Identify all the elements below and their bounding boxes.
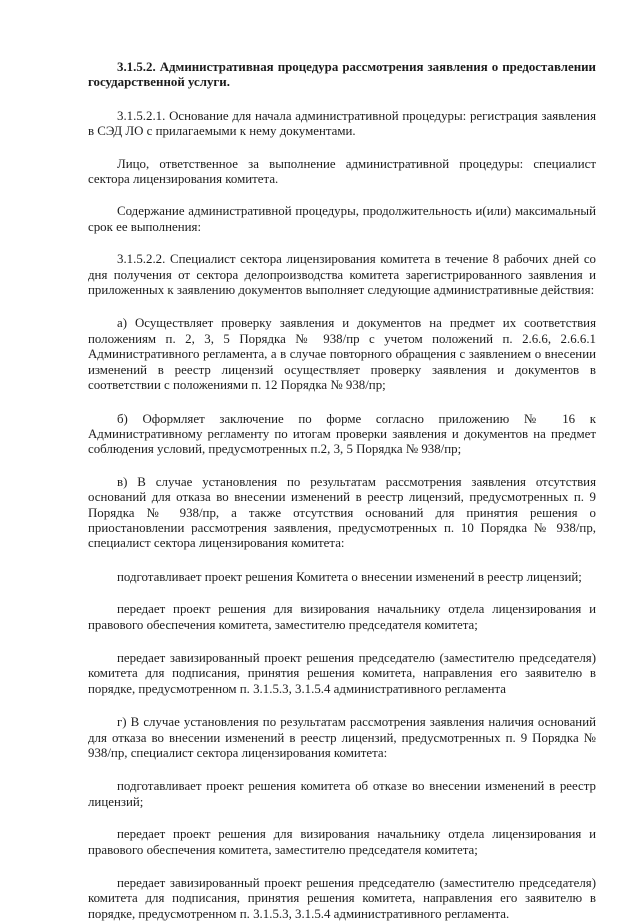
paragraph-item-b: б) Оформляет заключение по форме согласно приложению № 16 к Административному регламенту по итогам проверки заявления и документов на предмет соблюдения условий, предусмотренных п.2, 3, 5 Порядка № 938/пр; xyxy=(88,411,596,457)
paragraph-prepare-refusal: подготавливает проект решения комитета об отказе во внесении изменений в реестр лицензий; xyxy=(88,779,596,809)
paragraph-send-for-signature: передает завизированный проект решения председателю (заместителю председателя) комитета для подписания, принятия решения комитета, направления его заявителю в порядке, предусмотренном п. 3.1.5.3, 3.1.5.4 административного регламента xyxy=(88,650,596,696)
paragraph-send-refusal-for-approval: передает проект решения для визирования начальнику отдела лицензирования и правового обеспечения комитета, заместителю председателя комитета; xyxy=(88,827,596,857)
paragraph-specialist-actions: 3.1.5.2.2. Специалист сектора лицензирования комитета в течение 8 рабочих дней со дня получения от сектора делопроизводства комитета зарегистрированного заявления и приложенных к заявлению документов выполняет следующие административные действия: xyxy=(88,252,596,298)
paragraph-responsible-person: Лицо, ответственное за выполнение административной процедуры: специалист сектора лицензирования комитета. xyxy=(88,156,596,187)
paragraph-item-g: г) В случае установления по результатам рассмотрения заявления наличия оснований для отказа во внесении изменений в реестр лицензий, предусмотренных п. 9 Порядка № 938/пр, специалист сектора лицензирования комитета: xyxy=(88,715,596,760)
document-page xyxy=(88,60,596,922)
paragraph-item-v: в) В случае установления по результатам рассмотрения заявления отсутствия оснований для отказа во внесении изменений в реестр лицензий, предусмотренных п. 9 Порядка № 938/пр, а также отсутствия оснований для принятия решения о приостановлении рассмотрения заявления, предусмотренных п. 10 Порядка № 938/пр, специалист сектора лицензирования комитета: xyxy=(88,474,596,551)
paragraph-basis: 3.1.5.2.1. Основание для начала административной процедуры: регистрация заявления в СЭД ЛО с прилагаемыми к нему документами. xyxy=(88,108,596,139)
paragraph-send-for-approval: передает проект решения для визирования начальнику отдела лицензирования и правового обеспечения комитета, заместителю председателя комитета; xyxy=(88,602,596,632)
paragraph-item-a: а) Осуществляет проверку заявления и документов на предмет их соответствия положениям п. 2, 3, 5 Порядка № 938/пр с учетом положений п. 2.6.6, 2.6.6.1 Административного регламента, а в случае повторного обращения с заявлением о внесении изменений в реестр лицензий осуществляет проверку заявления и документов в соответствии с положениями п. 12 Порядка № 938/пр; xyxy=(88,316,596,393)
section-heading: 3.1.5.2. Административная процедура рассмотрения заявления о предоставлении государственной услуги. xyxy=(88,60,596,90)
paragraph-content-duration: Содержание административной процедуры, продолжительность и(или) максимальный срок ее выполнения: xyxy=(88,204,596,234)
paragraph-prepare-decision: подготавливает проект решения Комитета о внесении изменений в реестр лицензий; xyxy=(117,569,582,584)
paragraph-send-refusal-for-signature: передает завизированный проект решения председателю (заместителю председателя) комитета для подписания, принятия решения комитета, направления его заявителю в порядке, предусмотренном п. 3.1.5.3, 3.1.5.4 административного регламента. xyxy=(88,876,596,921)
